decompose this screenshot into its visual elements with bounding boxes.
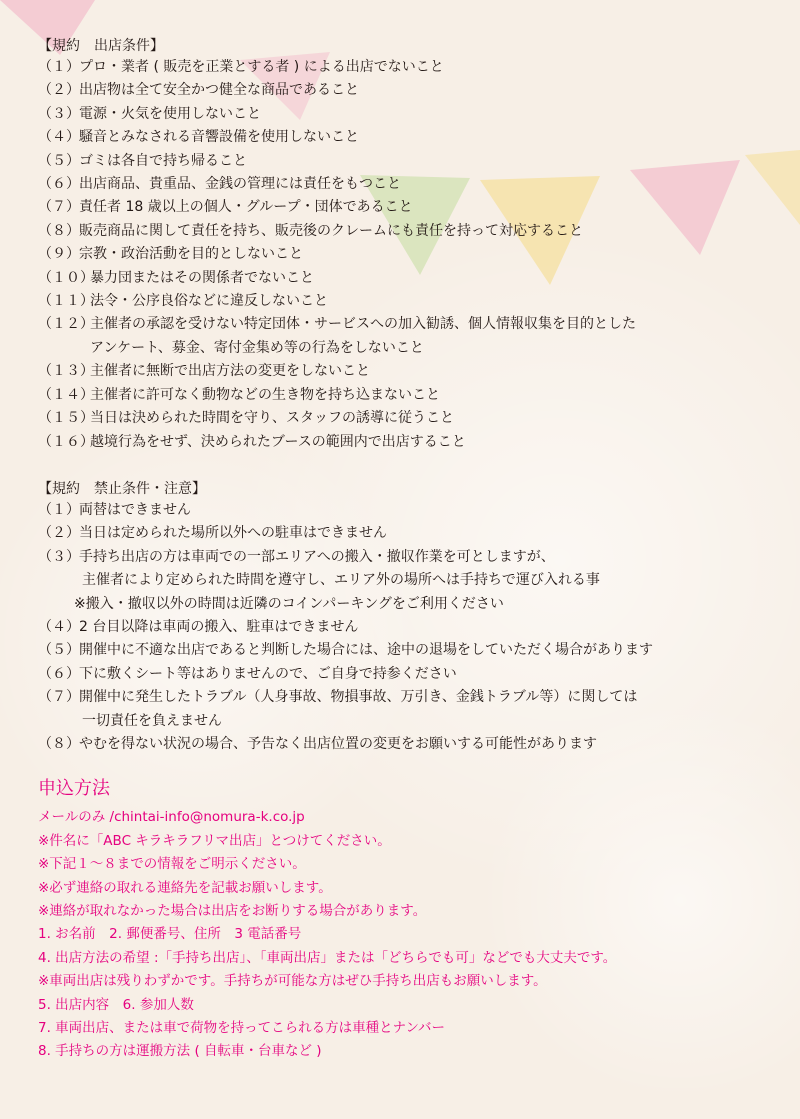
item-number: （８） <box>38 222 80 239</box>
item-number: （１６） <box>38 433 94 450</box>
list-item <box>38 313 778 336</box>
item-number: （８） <box>38 735 80 752</box>
item-text: 開催中に不適な出店であると判断した場合には、途中の退場をしていただく場合があります <box>79 642 653 659</box>
item-number: （３） <box>38 105 80 122</box>
item-text: 出店商品、貴重品、金銭の管理には責任をもつこと <box>79 176 401 193</box>
list-item <box>38 360 778 383</box>
conditions-list-continued <box>38 360 778 454</box>
document-content <box>38 36 778 1064</box>
apply-line: 4. 出店方法の希望 :「手持ち出店」、「車両出店」または「どちらでも可」などでも大丈夫です。 <box>38 949 617 966</box>
list-item <box>38 499 778 522</box>
item-text: 主催者に無断で出店方法の変更をしないこと <box>90 363 370 380</box>
item-text: プロ・業者 ( 販売を正業とする者 ) による出店でないこと <box>79 59 444 75</box>
apply-line: ※件名に「ABC キラキラフリマ出店」とつけてください。 <box>38 832 391 849</box>
list-item <box>38 290 778 313</box>
list-item <box>38 103 778 126</box>
item-text: 下に敷くシート等はありませんので、ご自身で持参ください <box>79 665 457 682</box>
item-text: 当日は定められた場所以外への駐車はできません <box>79 525 387 542</box>
item-continuation: 一切責任を負えません <box>82 712 222 729</box>
item-text: 主催者の承認を受けない特定団体・サービスへの加入勧誘、個人情報収集を目的とした <box>90 316 636 333</box>
item-number: （１０） <box>38 269 94 286</box>
list-item <box>38 407 778 430</box>
item-text: 開催中に発生したトラブル（人身事故、物損事故、万引き、金銭トラブル等）に関しては <box>79 689 638 706</box>
item-text: 販売商品に関して責任を持ち、販売後のクレームにも責任を持って対応すること <box>79 222 583 239</box>
list-item <box>38 243 778 266</box>
list-item <box>38 150 778 173</box>
item-text: ゴミは各自で持ち帰ること <box>79 152 247 169</box>
list-item <box>38 639 778 662</box>
section-title-conditions: 【規約 出店条件】 <box>38 38 164 54</box>
prohibitions-list-continued <box>38 616 778 710</box>
item-number: （４） <box>38 129 80 146</box>
item-text: 出店物は全て安全かつ健全な商品であること <box>79 82 359 99</box>
apply-line: ※連絡が取れなかった場合は出店をお断りする場合があります。 <box>38 903 427 919</box>
item-text: 両替はできません <box>79 501 191 518</box>
item-text: 騒音とみなされる音響設備を使用しないこと <box>79 129 359 146</box>
apply-line: 7. 車両出店、または車で荷物を持ってこられる方は車種とナンバー <box>38 1020 446 1037</box>
list-item <box>38 686 778 709</box>
list-item <box>38 79 778 102</box>
apply-method-title: 申込方法 <box>38 778 110 800</box>
item-number: （９） <box>38 246 80 263</box>
apply-method-details <box>38 806 778 1063</box>
item-text: 当日は決められた時間を守り、スタッフの誘導に従うこと <box>90 410 454 427</box>
apply-line-email: メールのみ /chintai-info@nomura-k.co.jp <box>38 809 305 826</box>
item-number: （１３） <box>38 363 94 380</box>
item-number: （３） <box>38 548 80 565</box>
item-continuation: 主催者により定められた時間を遵守し、エリア外の場所へは手持ちで運び入れる事 <box>82 572 600 589</box>
list-item <box>38 663 778 686</box>
item-text: 主催者に許可なく動物などの生き物を持ち込まないこと <box>90 386 440 403</box>
item-text: 手持ち出店の方は車両での一部エリアへの搬入・撤収作業を可としますが、 <box>79 548 555 565</box>
item-note: ※搬入・撤収以外の時間は近隣のコインパーキングをご利用ください <box>74 595 504 612</box>
item-text: 法令・公序良俗などに違反しないこと <box>90 293 328 310</box>
item-number: （１５） <box>38 410 94 427</box>
list-item <box>38 267 778 290</box>
conditions-list <box>38 56 778 337</box>
list-item <box>38 384 778 407</box>
item-number: （１２） <box>38 316 94 333</box>
item-continuation: アンケート、募金、寄付金集め等の行為をしないこと <box>90 339 424 356</box>
list-item <box>38 733 778 756</box>
list-item <box>38 56 778 79</box>
apply-line: ※下記１～８までの情報をご明示ください。 <box>38 856 306 873</box>
list-item <box>38 522 778 545</box>
item-number: （１１） <box>38 293 94 310</box>
apply-line: 1. お名前 2. 郵便番号、住所 3 電話番号 <box>38 926 302 943</box>
apply-line: 8. 手持ちの方は運搬方法 ( 自転車・台車など ) <box>38 1043 322 1060</box>
item-number: （６） <box>38 665 80 682</box>
apply-line: ※車両出店は残りわずかです。手持ちが可能な方はぜひ手持ち出店もお願いします。 <box>38 973 547 990</box>
item-text: 2 台目以降は車両の搬入、駐車はできません <box>79 618 359 635</box>
list-item <box>38 220 778 243</box>
list-item <box>38 616 778 639</box>
list-item <box>38 546 778 569</box>
item-number: （２） <box>38 525 80 542</box>
item-text: 宗教・政治活動を目的としないこと <box>79 246 303 263</box>
list-item <box>38 173 778 196</box>
list-item <box>38 126 778 149</box>
prohibitions-list-end <box>38 733 778 756</box>
item-text: 責任者 18 歳以上の個人・グループ・団体であること <box>79 199 413 216</box>
item-text: 暴力団またはその関係者でないこと <box>90 269 314 286</box>
item-number: （２） <box>38 82 80 99</box>
section-spacer <box>38 454 778 479</box>
item-text: やむを得ない状況の場合、予告なく出店位置の変更をお願いする可能性があります <box>79 735 597 752</box>
item-number: （７） <box>38 689 80 706</box>
item-number: （６） <box>38 176 80 193</box>
list-item <box>38 196 778 219</box>
item-number: （５） <box>38 152 80 169</box>
prohibitions-list <box>38 499 778 569</box>
list-item <box>38 431 778 454</box>
item-number: （１） <box>38 59 80 75</box>
item-number: （５） <box>38 642 80 659</box>
item-text: 越境行為をせず、決められたブースの範囲内で出店すること <box>90 433 466 450</box>
item-number: （７） <box>38 199 80 216</box>
item-text: 電源・火気を使用しないこと <box>79 105 261 122</box>
apply-line: ※必ず連絡の取れる連絡先を記載お願いします。 <box>38 879 332 896</box>
item-number: （４） <box>38 618 80 635</box>
item-number: （１） <box>38 501 80 518</box>
section-title-prohibitions: 【規約 禁止条件・注意】 <box>38 480 206 497</box>
apply-line: 5. 出店内容 6. 参加人数 <box>38 996 194 1013</box>
item-number: （１４） <box>38 386 94 403</box>
